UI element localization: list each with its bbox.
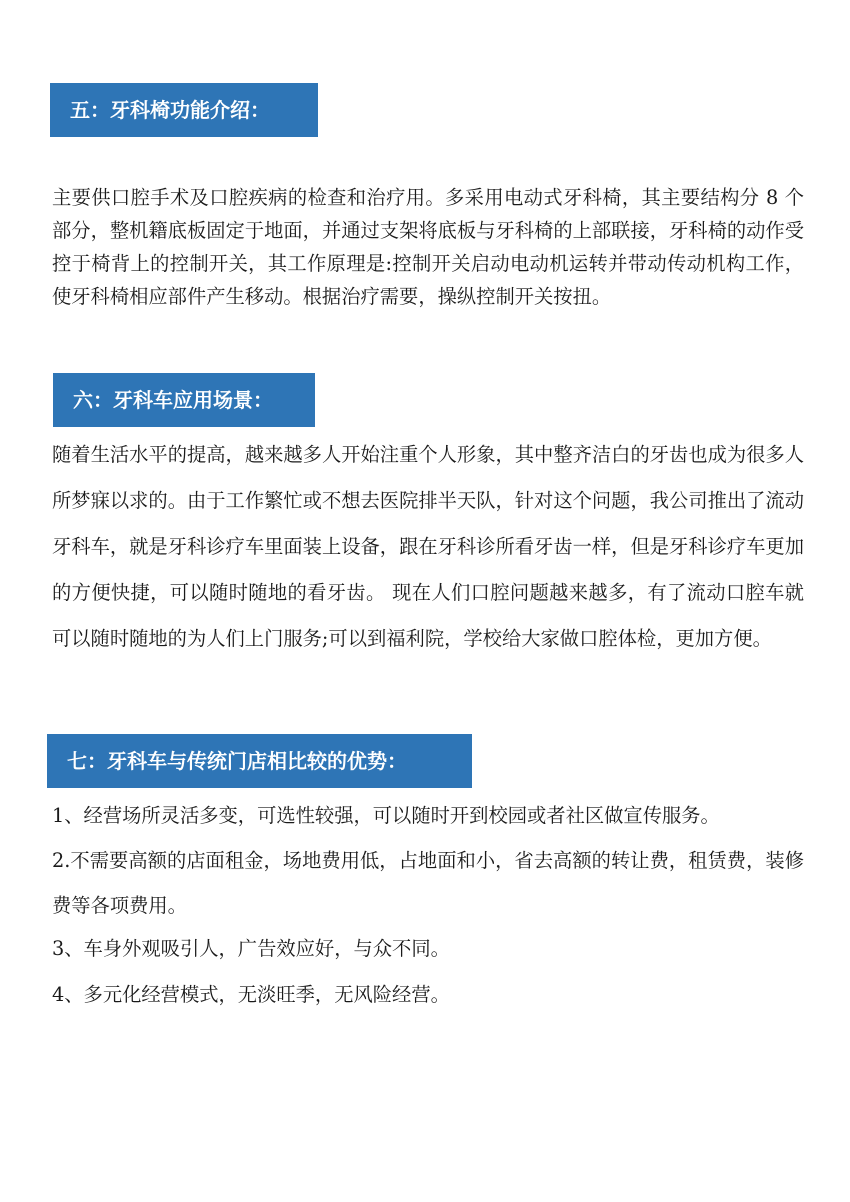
advantage-item-1: 1、经营场所灵活多变，可选性较强，可以随时开到校园或者社区做宣传服务。 — [52, 804, 720, 827]
advantage-item-4: 4、多元化经营模式，无淡旺季，无风险经营。 — [52, 983, 450, 1006]
advantage-item-3: 3、车身外观吸引人，广告效应好，与众不同。 — [52, 937, 450, 960]
section-6-body: 随着生活水平的提高，越来越多人开始注重个人形象，其中整齐洁白的牙齿也成为很多人所梦寐以求的。由于工作繁忙或不想去医院排半天队，针对这个问题，我公司推出了流动牙科车，就是牙科诊疗车里面装上设备，跟在牙科诊所看牙齿一样，但是牙科诊疗车更加的方便快捷，可以随时随地的看牙齿。 现在人们口腔问题越来越多，有了流动口腔车就可以随时随地的为人们上门服务;可以到福利院，学校给大家做口腔体检，更加方便。 — [52, 443, 804, 650]
section-5-heading: 五：牙科椅功能介绍： — [50, 83, 318, 137]
section-6-heading: 六：牙科车应用场景： — [53, 373, 315, 427]
advantage-item-2: 2.不需要高额的店面租金，场地费用低，占地面和小，省去高额的转让费，租赁费，装修费等各项费用。 — [52, 849, 804, 917]
section-7-heading: 七：牙科车与传统门店相比较的优势： — [47, 734, 472, 788]
section-5-body: 主要供口腔手术及口腔疾病的检查和治疗用。多采用电动式牙科椅，其主要结构分 8 个部分，整机籍底板固定于地面，并通过支架将底板与牙科椅的上部联接，牙科椅的动作受控于椅背上的控制开关，其工作原理是:控制开关启动电动机运转并带动传动机构工作，使牙科椅相应部件产生移动。根据治疗需要，操纵控制开关按扭。 — [52, 186, 804, 308]
